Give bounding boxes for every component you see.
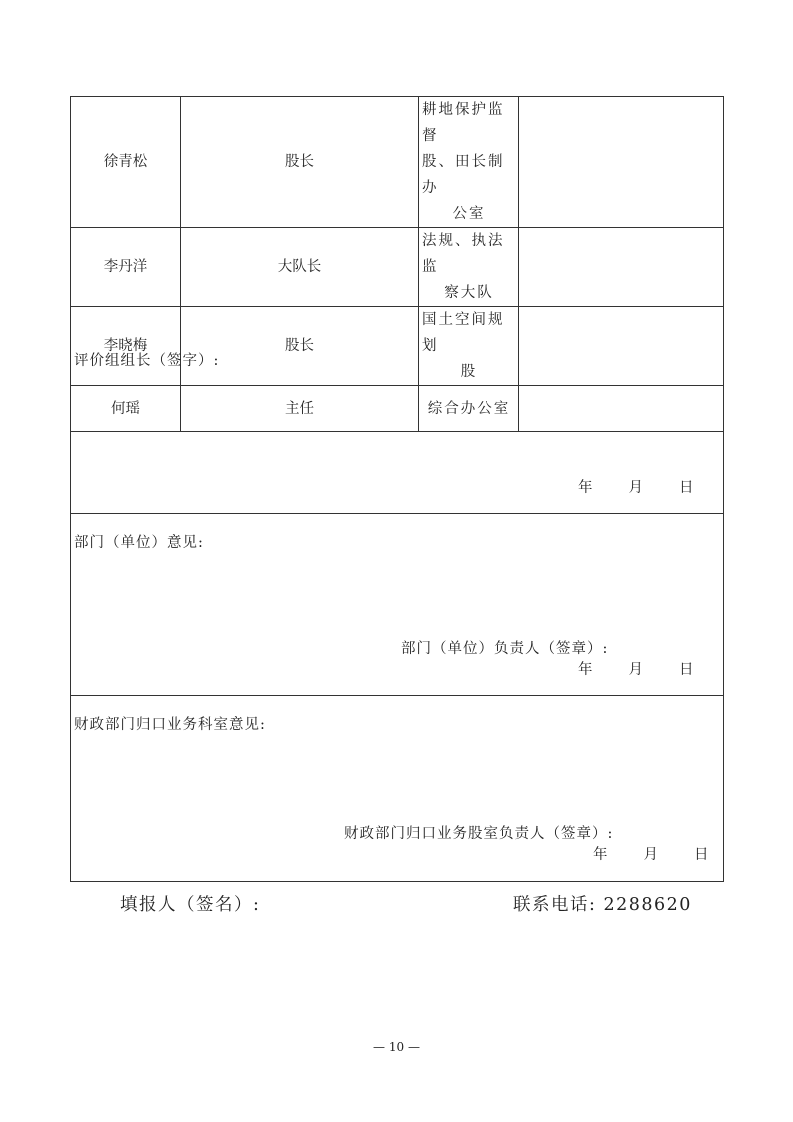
contact-phone-value: 2288620 [603, 895, 692, 915]
filler-signature-label: 填报人（签名）: [120, 895, 261, 915]
finance-opinion-block [70, 695, 724, 882]
member-title: 大队长 [181, 228, 419, 307]
leader-signature-label: 评价组组长（签字）: [74, 353, 220, 369]
department-sign-date: 年 月 日 [578, 662, 694, 678]
member-title: 股长 [181, 307, 419, 386]
member-remark [519, 228, 724, 307]
contact-phone [513, 891, 692, 916]
member-title: 主任 [181, 386, 419, 432]
finance-sign-date: 年 月 日 [593, 847, 709, 863]
member-org: 国土空间规划 股 [419, 307, 519, 386]
member-title: 股长 [181, 97, 419, 228]
table-row [71, 228, 724, 307]
member-name: 李晓梅 [71, 307, 181, 386]
member-org: 综合办公室 [419, 386, 519, 432]
department-signer-label: 部门（单位）负责人（签章）: [401, 641, 609, 657]
finance-opinion-label: 财政部门归口业务科室意见: [74, 717, 266, 733]
member-name: 何瑶 [71, 386, 181, 432]
contact-phone-label: 联系电话: [513, 895, 597, 915]
member-org: 耕地保护监督 股、田长制办 公室 [419, 97, 519, 228]
member-remark [519, 97, 724, 228]
department-opinion-label: 部门（单位）意见: [74, 535, 204, 551]
member-name: 徐青松 [71, 97, 181, 228]
finance-signer-label: 财政部门归口业务股室负责人（签章）: [344, 826, 614, 842]
member-name: 李丹洋 [71, 228, 181, 307]
page-number: — 10 — [373, 1040, 420, 1054]
department-opinion-block [70, 513, 724, 696]
member-org: 法规、执法监 察大队 [419, 228, 519, 307]
table-row [71, 97, 724, 228]
leader-sign-date: 年 月 日 [578, 480, 694, 496]
leader-signature-block [70, 331, 724, 514]
